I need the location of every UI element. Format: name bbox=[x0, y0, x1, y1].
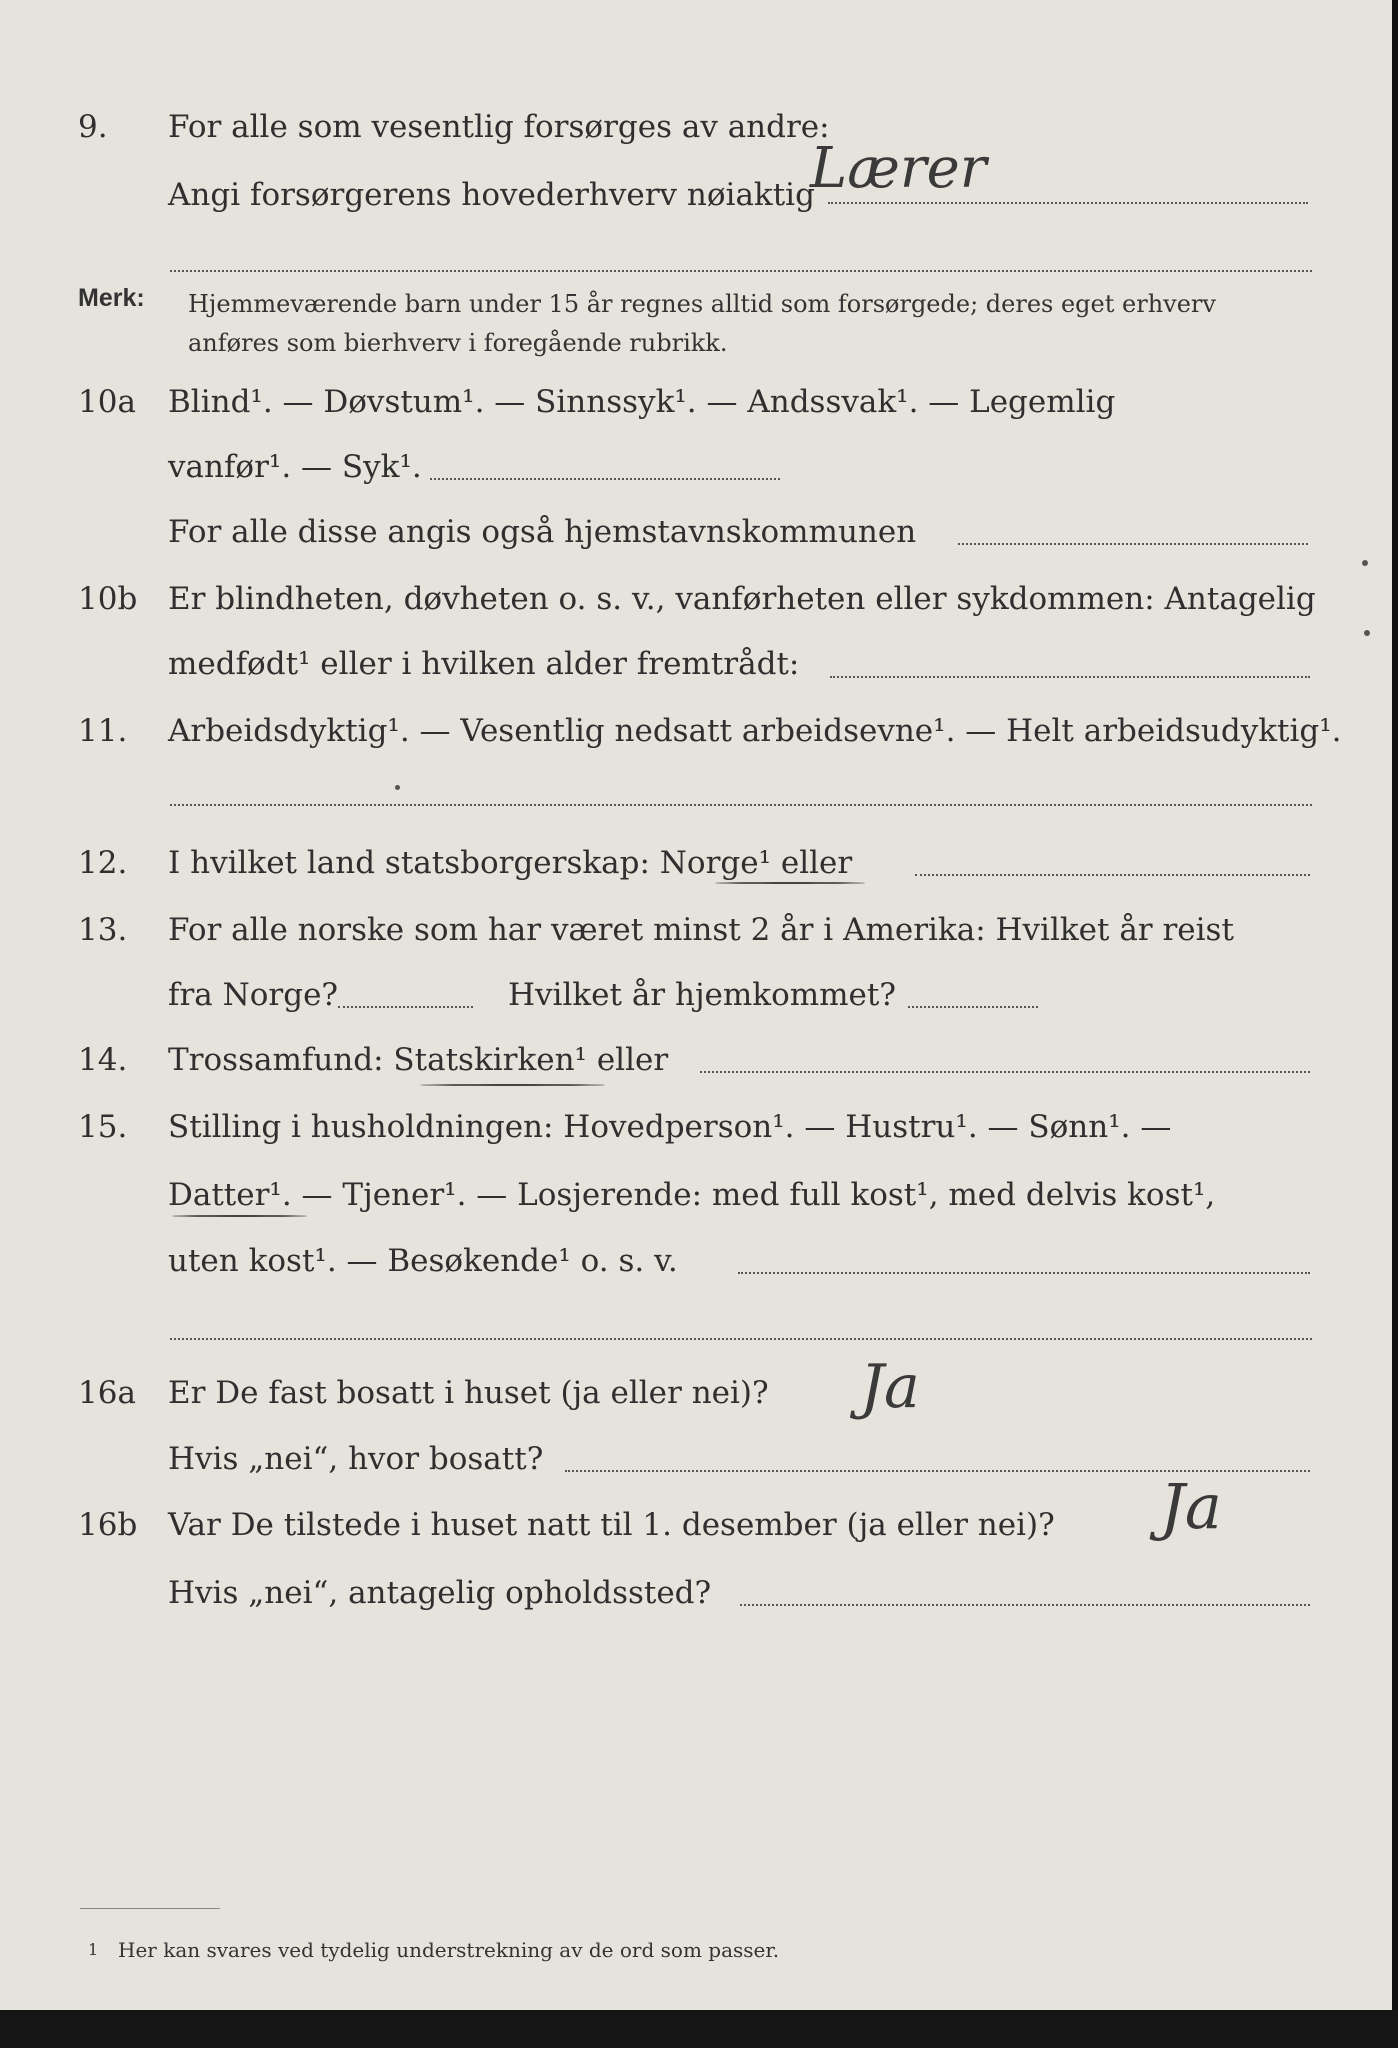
q10a-text-2: vanfør¹. — Syk¹. bbox=[168, 449, 422, 485]
q16b-opholdssted-line bbox=[740, 1604, 1310, 1606]
paper-speck bbox=[1364, 630, 1370, 636]
q10a-row-3 bbox=[0, 505, 1392, 559]
q15-text-3: uten kost¹. — Besøkende¹ o. s. v. bbox=[168, 1243, 678, 1279]
q15-text-2: Datter¹. — Tjener¹. — Losjerende: med full kost¹, med delvis kost¹, bbox=[168, 1177, 1216, 1213]
footnote-text: Her kan svares ved tydelig understrekning av de ord som passer. bbox=[118, 1938, 780, 1962]
q16a-text-1: Er De fast bosatt i huset (ja eller nei)? bbox=[168, 1375, 769, 1411]
paper-speck bbox=[395, 785, 400, 790]
q13-row-2 bbox=[0, 968, 1392, 1022]
merk-text-2: anføres som bierhverv i foregående rubrikk. bbox=[188, 329, 728, 357]
paper-speck bbox=[1362, 560, 1368, 566]
q15-row-2 bbox=[0, 1168, 1392, 1222]
q16b-row-2 bbox=[0, 1566, 1392, 1620]
q10b-alder-line bbox=[830, 676, 1310, 678]
q14-statskirken-underline bbox=[420, 1084, 605, 1086]
q9-answer-line bbox=[828, 202, 1308, 204]
q16a-text-2: Hvis „nei“, hvor bosatt? bbox=[168, 1441, 544, 1477]
q10a-number: 10a bbox=[78, 384, 136, 420]
q13-hjemkommet-line bbox=[908, 1006, 1038, 1008]
footnote-rule bbox=[80, 1908, 220, 1909]
q13-text-2b: Hvilket år hjemkommet? bbox=[508, 977, 896, 1013]
merk-text-1: Hjemmeværende barn under 15 år regnes alltid som forsørgede; deres eget erhverv bbox=[188, 290, 1216, 318]
q11-extra-line bbox=[170, 804, 1312, 806]
q10a-text-3: For alle disse angis også hjemstavnskommunen bbox=[168, 514, 917, 550]
q13-text-1: For alle norske som har været minst 2 år i Amerika: Hvilket år reist bbox=[168, 912, 1234, 948]
q9-handwritten-answer[interactable]: Lærer bbox=[810, 136, 987, 201]
q9-number: 9. bbox=[78, 109, 108, 145]
q15-extra-line bbox=[170, 1338, 1312, 1340]
q11-row-1 bbox=[0, 704, 1392, 758]
q16b-number: 16b bbox=[78, 1507, 138, 1543]
q15-row-3 bbox=[0, 1234, 1392, 1288]
q13-row-1 bbox=[0, 903, 1392, 957]
q10a-row-2 bbox=[0, 440, 1392, 494]
q10a-text-1: Blind¹. — Døvstum¹. — Sinnssyk¹. — Andssvak¹. — Legemlig bbox=[168, 384, 1116, 420]
q16b-text-1: Var De tilstede i huset natt til 1. desember (ja eller nei)? bbox=[168, 1507, 1055, 1543]
q12-norge-underline bbox=[715, 882, 865, 884]
footnote-number: 1 bbox=[88, 1940, 99, 1959]
q14-other-line bbox=[700, 1071, 1310, 1073]
q15-row-1 bbox=[0, 1100, 1392, 1154]
q13-reist-line bbox=[338, 1006, 473, 1008]
merk-label: Merk: bbox=[78, 284, 145, 312]
q10b-text-1: Er blindheten, døvheten o. s. v., vanførheten eller sykdommen: Antagelig bbox=[168, 581, 1316, 617]
q10b-text-2: medfødt¹ eller i hvilken alder fremtrådt: bbox=[168, 646, 800, 682]
q16b-handwritten-answer[interactable]: Ja bbox=[1160, 1470, 1222, 1543]
q15-datter-underline bbox=[172, 1215, 307, 1217]
q9-text-2: Angi forsørgerens hovederhverv nøiaktig bbox=[168, 177, 815, 213]
q11-number: 11. bbox=[78, 713, 128, 749]
q11-text-1: Arbeidsdyktig¹. — Vesentlig nedsatt arbeidsevne¹. — Helt arbeidsudyktig¹. bbox=[168, 713, 1342, 749]
q10a-kommune-line bbox=[958, 543, 1308, 545]
q12-text-1: I hvilket land statsborgerskap: Norge¹ eller bbox=[168, 845, 853, 881]
q10b-number: 10b bbox=[78, 581, 138, 617]
q15-number: 15. bbox=[78, 1109, 128, 1145]
q10b-row-2 bbox=[0, 637, 1392, 691]
q16a-handwritten-answer[interactable]: Ja bbox=[860, 1352, 920, 1422]
q9-text-1: For alle som vesentlig forsørges av andre: bbox=[168, 109, 830, 145]
scan-edge-bottom bbox=[0, 2010, 1398, 2048]
q15-text-1: Stilling i husholdningen: Hovedperson¹. — Hustru¹. — Sønn¹. — bbox=[168, 1109, 1172, 1145]
q10a-syk-line bbox=[430, 478, 780, 480]
q13-text-2a: fra Norge? bbox=[168, 977, 339, 1013]
q9-row-2 bbox=[0, 168, 1392, 222]
q14-row-1 bbox=[0, 1033, 1392, 1087]
scan-edge-right bbox=[1392, 0, 1398, 2048]
q15-other-line bbox=[738, 1272, 1310, 1274]
q16a-number: 16a bbox=[78, 1375, 136, 1411]
q16b-text-2: Hvis „nei“, antagelig opholdssted? bbox=[168, 1575, 712, 1611]
q9-extra-line bbox=[170, 270, 1312, 272]
q10b-row-1 bbox=[0, 572, 1392, 626]
q12-row-1 bbox=[0, 836, 1392, 890]
q14-number: 14. bbox=[78, 1042, 128, 1078]
q16a-row-1 bbox=[0, 1366, 1392, 1420]
q12-other-line bbox=[915, 874, 1310, 876]
q13-number: 13. bbox=[78, 912, 128, 948]
q9-row-1 bbox=[0, 100, 1392, 154]
q10a-row-1 bbox=[0, 375, 1392, 429]
q14-text-1: Trossamfund: Statskirken¹ eller bbox=[168, 1042, 669, 1078]
q12-number: 12. bbox=[78, 845, 128, 881]
